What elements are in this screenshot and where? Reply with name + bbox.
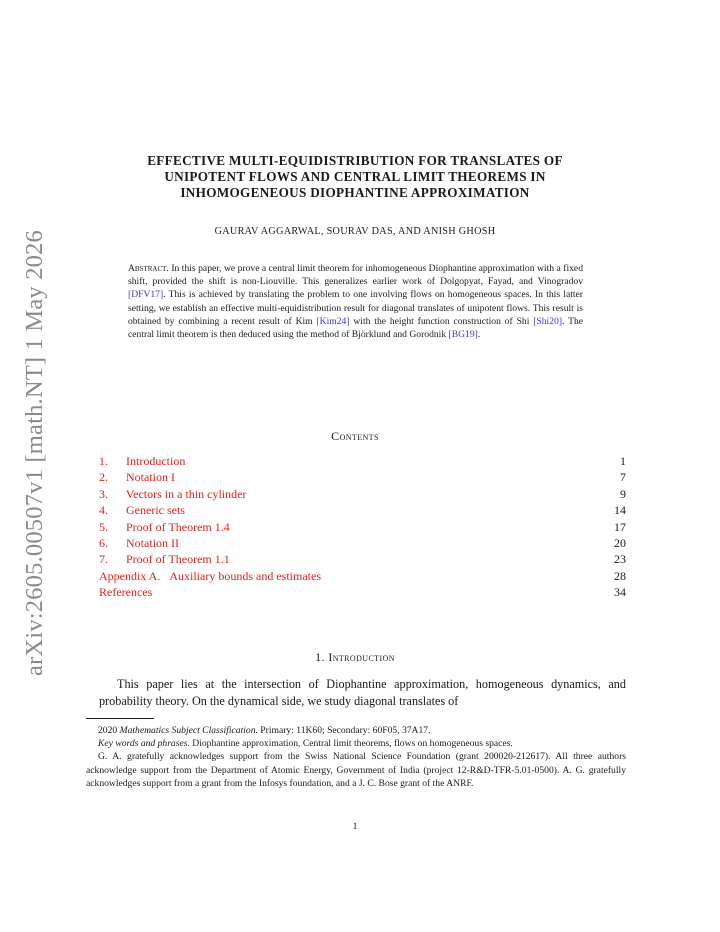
toc-page: 1 — [620, 454, 626, 468]
footnote-rule — [86, 718, 154, 719]
toc-entry[interactable] — [99, 453, 626, 469]
abstract — [128, 262, 583, 341]
abstract-label: Abstract. — [128, 263, 169, 274]
section-heading — [90, 650, 620, 665]
toc-entry[interactable] — [99, 551, 626, 567]
citation-link[interactable]: [BG19] — [448, 329, 478, 341]
table-of-contents — [99, 453, 626, 601]
title-line: UNIPOTENT FLOWS AND CENTRAL LIMIT THEOREMS IN — [164, 169, 546, 184]
toc-title: Notation I — [126, 470, 175, 485]
toc-title: Auxiliary bounds and estimates — [169, 568, 321, 583]
toc-number: 2. — [99, 470, 108, 485]
toc-page: 7 — [620, 470, 626, 485]
citation-link[interactable]: [Kim24] — [316, 315, 350, 327]
toc-title: References — [99, 585, 153, 600]
toc-title: Proof of Theorem 1.1 — [126, 552, 230, 567]
title-line: INHOMOGENEOUS DIOPHANTINE APPROXIMATION — [180, 185, 530, 200]
footnote-msc: 2020 Mathematics Subject Classification. Primary: 11K60; Secondary: 60F05, 37A17. — [98, 725, 431, 736]
abstract-text: . This is achieved by translating the problem to one involving flows on homogeneous spaces. In this latter setting, we establish an effective multi-equidistribution result for diagonal translates of unipotent flows. This result is obtained by combining a recent result of Kim — [128, 289, 583, 327]
toc-title: Notation II — [126, 535, 179, 550]
toc-title: Proof of Theorem 1.4 — [126, 519, 230, 534]
toc-number: 1. — [99, 454, 108, 468]
toc-page: 28 — [614, 568, 626, 583]
toc-entry[interactable] — [99, 519, 626, 535]
toc-entry[interactable] — [99, 502, 626, 518]
footnote-keywords: Key words and phrases. Diophantine approximation, Central limit theorems, flows on homogeneous spaces. — [98, 738, 513, 750]
toc-entry[interactable] — [99, 469, 626, 485]
page-number: 1 — [352, 821, 358, 832]
citation-link[interactable]: [DFV17] — [128, 289, 164, 301]
abstract-text: with the height function construction of Shi — [349, 315, 534, 327]
toc-number: 7. — [99, 552, 108, 567]
toc-number: Appendix A. — [99, 568, 161, 583]
toc-entry[interactable] — [99, 584, 626, 600]
paper-title — [90, 153, 620, 201]
abstract-text: . The central limit theorem is then deduced using the method of Björklund and Gorodnik — [128, 315, 584, 341]
toc-page: 9 — [620, 486, 626, 501]
footnote-acknowledgements: G. A. gratefully acknowledges support from the Swiss National Science Foundation (grant 200020-212617). All three authors acknowledge support from the Department of Atomic Energy, Government of India (project 12-R&D-TFR-5.01-0500). A. G. gratefully acknowledges support from a grant from the Infosys foundation, and a J. C. Bose grant of the ANRF. — [86, 751, 626, 789]
title-line: EFFECTIVE MULTI-EQUIDISTRIBUTION FOR TRANSLATES OF — [147, 153, 563, 168]
section-title: Introduction — [328, 650, 395, 664]
arxiv-id: arXiv:2605.00507v1 [math.NT] 1 May 2026 — [21, 229, 49, 677]
citation-link[interactable]: [Shi20] — [533, 315, 563, 327]
footnotes — [86, 724, 626, 790]
toc-title: Generic sets — [126, 503, 185, 518]
toc-entry[interactable] — [99, 486, 626, 502]
toc-page: 14 — [614, 503, 626, 518]
toc-page: 34 — [614, 585, 626, 600]
section-number: 1. — [315, 650, 325, 664]
authors: GAURAV AGGARWAL, SOURAV DAS, AND ANISH GHOSH — [214, 226, 496, 237]
contents-heading: Contents — [331, 429, 379, 443]
toc-entry[interactable] — [99, 568, 626, 584]
arxiv-stamp — [17, 229, 53, 677]
body-paragraph: This paper lies at the intersection of Diophantine approximation, homogeneous dynamics, and probability theory. On the dynamical side, we study diagonal translates of — [99, 677, 626, 708]
toc-title: Introduction — [126, 454, 186, 468]
toc-title: Vectors in a thin cylinder — [125, 486, 247, 501]
abstract-text: . — [477, 329, 481, 341]
toc-number: 3. — [99, 486, 108, 501]
toc-number: 4. — [99, 503, 108, 518]
toc-page: 23 — [614, 552, 626, 567]
toc-number: 5. — [99, 519, 108, 534]
abstract-text: In this paper, we prove a central limit theorem for inhomogeneous Diophantine approximation with a fixed shift, provided the shift is non-Liouville. This generalizes earlier work of Dolgopyat, Fayad, and Vinogradov — [128, 263, 583, 288]
toc-page: 20 — [614, 535, 626, 550]
toc-number: 6. — [99, 535, 108, 550]
toc-entry[interactable] — [99, 535, 626, 551]
toc-page: 17 — [614, 519, 626, 534]
